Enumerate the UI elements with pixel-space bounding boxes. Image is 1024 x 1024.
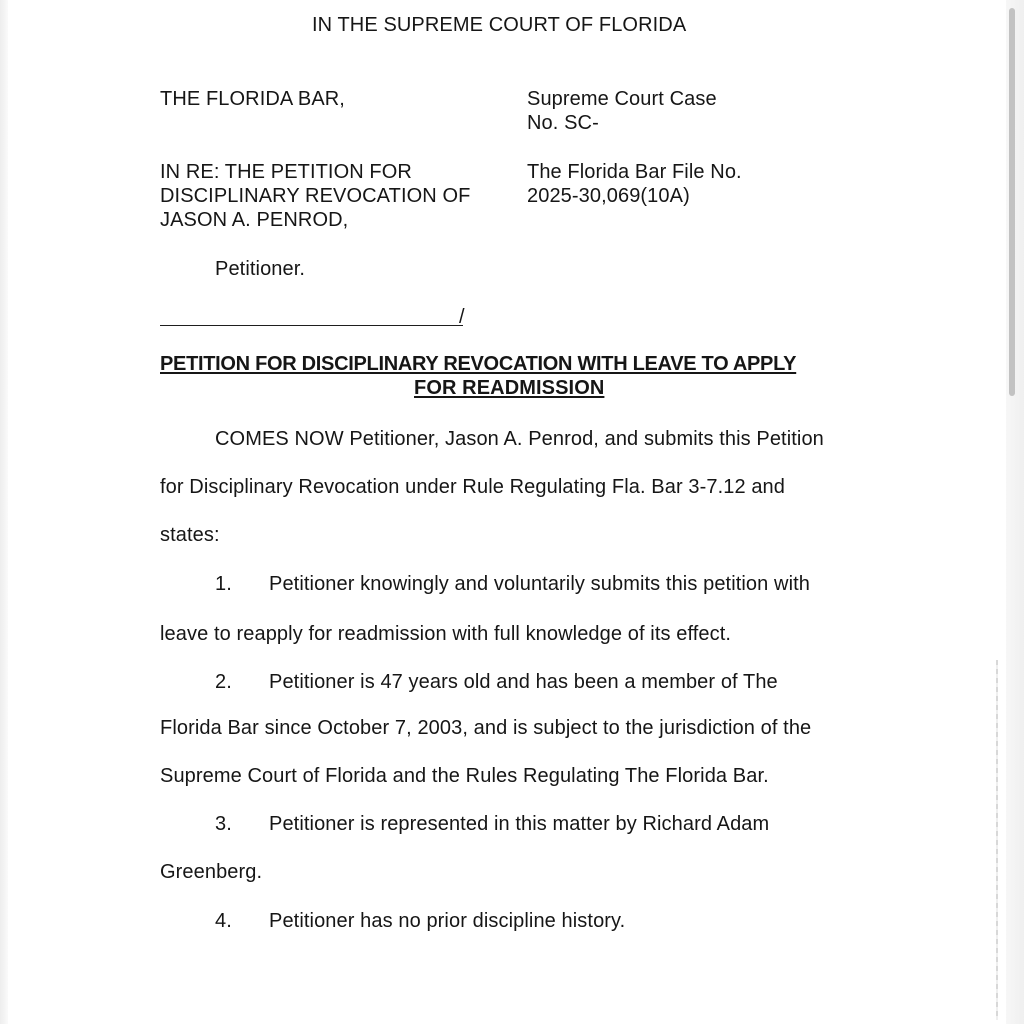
paragraph-3-line-1: Petitioner is represented in this matter by Richard Adam [269, 813, 770, 835]
file-number: 2025-30,069(10A) [527, 185, 690, 207]
petition-heading-line-2: FOR READMISSION [414, 377, 605, 399]
in-re-line-1: IN RE: THE PETITION FOR [160, 161, 412, 183]
paragraph-2-line-3: Supreme Court of Florida and the Rules Regulating The Florida Bar. [160, 765, 769, 787]
case-label: Supreme Court Case [527, 88, 717, 110]
paragraph-1-number: 1. [215, 573, 232, 595]
in-re-line-2: DISCIPLINARY REVOCATION OF [160, 185, 471, 207]
in-re-line-3: JASON A. PENROD, [160, 209, 349, 231]
file-label: The Florida Bar File No. [527, 161, 742, 183]
caption-party: THE FLORIDA BAR, [160, 88, 345, 110]
paragraph-1-line-2: leave to reapply for readmission with full knowledge of its effect. [160, 623, 732, 645]
intro-line-3: states: [160, 524, 220, 546]
paragraph-3-number: 3. [215, 813, 232, 835]
intro-line-1: COMES NOW Petitioner, Jason A. Penrod, and submits this Petition [215, 428, 824, 450]
paragraph-2-line-2: Florida Bar since October 7, 2003, and is subject to the jurisdiction of the [160, 717, 812, 739]
paragraph-2-line-1: Petitioner is 47 years old and has been a member of The [269, 671, 778, 693]
caption-divider-slash: / [459, 306, 465, 328]
paragraph-3-line-2: Greenberg. [160, 861, 263, 883]
scan-page-edge [996, 660, 998, 1020]
intro-line-2: for Disciplinary Revocation under Rule Regulating Fla. Bar 3-7.12 and [160, 476, 786, 498]
scrollbar-thumb[interactable] [1009, 8, 1015, 396]
petition-heading-line-1: PETITION FOR DISCIPLINARY REVOCATION WITH LEAVE TO APPLY [160, 353, 797, 375]
paragraph-1-line-1: Petitioner knowingly and voluntarily submits this petition with [269, 573, 811, 595]
caption-divider-line [160, 325, 463, 326]
scrollbar[interactable] [1006, 0, 1024, 1024]
page-left-edge [0, 0, 8, 1024]
paragraph-4-line-1: Petitioner has no prior discipline history. [269, 910, 626, 932]
petitioner-role: Petitioner. [215, 258, 306, 280]
case-number: No. SC- [527, 112, 599, 134]
court-title: IN THE SUPREME COURT OF FLORIDA [312, 14, 687, 36]
paragraph-2-number: 2. [215, 671, 232, 693]
paragraph-4-number: 4. [215, 910, 232, 932]
